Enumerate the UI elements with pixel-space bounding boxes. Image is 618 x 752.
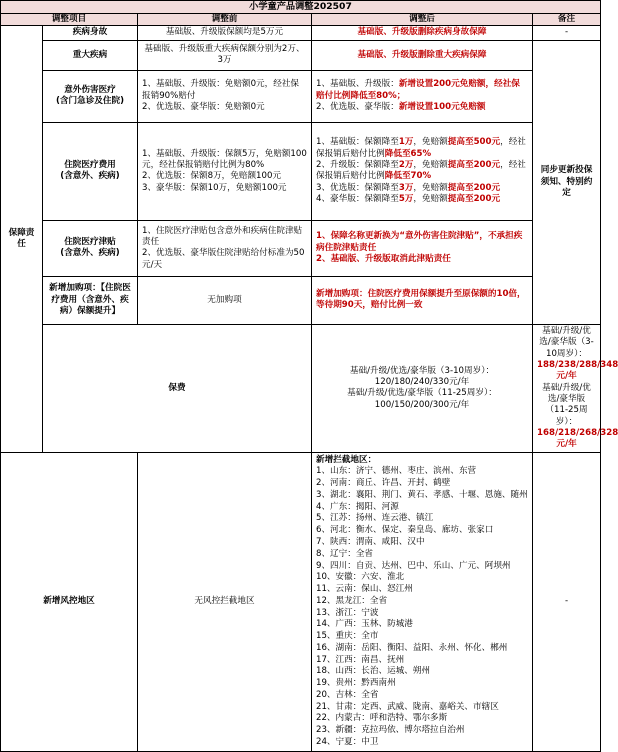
header-note: 备注: [533, 14, 601, 26]
region-item: 6、河北：衡水、保定、秦皇岛、廊坊、张家口: [316, 525, 494, 536]
region-item: 22、内蒙古：呼和浩特、鄂尔多斯: [316, 713, 448, 724]
after-hospital-medical: [312, 122, 533, 220]
risk-area-title: 新增拦截地区：: [316, 454, 377, 465]
after-hospital-medical-1: 1、基础版：保额降至1万，免赔额提高至500元，经社保报销后赔付比例降低至65%: [316, 137, 526, 159]
region-item: 4、广东：揭阳、河源: [316, 501, 399, 512]
after-premium-4: 168/218/268/328元/年: [537, 427, 618, 450]
item-new-addon: 新增加购项：【住院医疗费用（含意外、疾病）保额提升】: [43, 276, 138, 324]
before-hospital-medical-3: 3、豪华版：保额10万，免赔额100元: [142, 182, 287, 193]
region-item: 19、贵州：黔西南州: [316, 678, 396, 689]
before-premium-3: 基础/升级/优选/豪华版（11-25周岁）：: [347, 388, 497, 399]
region-item: 12、黑龙江：全省: [316, 595, 388, 606]
after-new-addon: 新增加购项：住院医疗费用保额提升至原保额的10倍，等待期90天，赔付比例一致: [312, 276, 533, 324]
region-item: 5、江苏：扬州、连云港、镇江: [316, 513, 434, 524]
after-premium-3: 基础/升级/优选/豪华版（11-25周岁）：: [542, 382, 591, 427]
item-hospital-allowance-line2: (含意外、疾病): [60, 248, 120, 259]
after-premium-2: 188/238/288/348元/年: [537, 359, 618, 382]
item-accident-medical-line1: 意外伤害医疗: [64, 84, 116, 95]
before-accident-medical-1: 1、基础版、升级版：免赔额0元，经社保报销90%赔付: [142, 79, 300, 101]
region-item: 1、山东：济宁、德州、枣庄、滨州、东营: [316, 466, 477, 477]
item-hospital-allowance: [43, 220, 138, 276]
item-hospital-medical: [43, 122, 138, 220]
item-accident-medical: [43, 70, 138, 122]
before-hospital-allowance-1: 1、住院医疗津贴包含意外和疾病住院津贴责任: [142, 225, 303, 247]
before-premium-4: 100/150/200/300元/年: [374, 399, 470, 410]
region-item: 14、广西：玉林、防城港: [316, 619, 413, 630]
before-hospital-allowance-2: 2、优选版、豪华版住院津贴给付标准为50元/天: [142, 248, 305, 270]
title-row: [1, 1, 601, 14]
after-premium-1: 基础/升级/优选/豪华版（3-10周岁）：: [539, 325, 594, 359]
before-premium-2: 120/180/240/330元/年: [374, 376, 470, 387]
before-hospital-medical-2: 2、优选版：保额8万，免赔额100元: [142, 171, 282, 182]
item-risk-area: 新增风控地区: [1, 452, 138, 751]
after-accident-medical: [312, 70, 533, 122]
before-premium-1: 基础/升级/优选/豪华版（3-10周岁）：: [349, 365, 495, 376]
after-hospital-medical-4: 4、豪华版：保额降至5万，免赔额提高至200元: [316, 194, 501, 205]
region-item: 10、安徽：六安、淮北: [316, 572, 405, 583]
before-premium: [312, 324, 533, 452]
before-hospital-medical-1: 1、基础版、升级版：保额5万，免赔额100元，经社保报销赔付比例为80%: [142, 148, 307, 170]
item-disease-death: 疾病身故: [43, 26, 138, 40]
after-accident-medical-1: 1、基础版、升级版：新增设置200元免赔额，经社保赔付比例降低至80%；: [316, 79, 520, 101]
category-guarantee: 保障责任: [1, 26, 43, 452]
after-hospital-allowance-2: 2、基础版、升级版取消此津贴责任: [316, 254, 451, 264]
item-hospital-allowance-line1: 住院医疗津贴: [64, 236, 116, 247]
item-accident-medical-line2: (含门急诊及住院): [55, 96, 124, 107]
header-after: 调整后: [312, 14, 533, 26]
table-title: 小学童产品调整202507: [1, 1, 601, 14]
before-hospital-medical: [138, 122, 312, 220]
row-risk-area: [1, 452, 601, 751]
header-before: 调整前: [138, 14, 312, 26]
note-disease-death: -: [533, 26, 601, 40]
after-premium: [533, 324, 618, 452]
note-guarantee: 同步更新投保须知、特别约定: [533, 40, 601, 324]
header-row: [1, 14, 601, 26]
region-item: 3、湖北：襄阳、荆门、黄石、孝感、十堰、恩施、随州: [316, 489, 528, 500]
before-new-addon: 无加购项: [138, 276, 312, 324]
region-item: 17、江西：南昌、抚州: [316, 654, 405, 665]
region-item: 9、四川：自贡、达州、巴中、乐山、广元、阿坝州: [316, 560, 511, 571]
item-premium: 保费: [43, 324, 312, 452]
item-hospital-medical-line2: (含意外、疾病): [60, 171, 120, 182]
region-item: 23、新疆：克拉玛依、博尔塔拉自治州: [316, 725, 465, 736]
before-risk-area: 无风控拦截地区: [138, 452, 312, 751]
before-accident-medical-2: 2、优选版、豪华版：免赔额0元: [142, 102, 265, 112]
after-critical-illness: 基础版、升级版删除重大疾病保障: [312, 40, 533, 70]
after-hospital-medical-3: 3、优选版：保额降至3万，免赔额提高至200元: [316, 182, 501, 193]
region-item: 16、湖南：岳阳、衡阳、益阳、永州、怀化、郴州: [316, 642, 508, 653]
row-disease-death: [1, 26, 601, 40]
after-hospital-allowance-1: 1、保障名称更新换为“意外伤害住院津贴”，不承担疾病住院津贴责任: [316, 231, 523, 253]
region-item: 24、宁夏：中卫: [316, 736, 379, 747]
after-hospital-medical-2: 2、升级版：保额降至2万，免赔额提高至200元，经社保报销后赔付比例降低至70%: [316, 159, 526, 182]
region-item: 13、浙江：宁波: [316, 607, 379, 618]
region-item: 11、云南：保山、怒江州: [316, 584, 413, 595]
region-item: 15、重庆：全市: [316, 631, 379, 642]
note-risk-area: -: [533, 452, 601, 751]
region-item: 18、山西：长治、运城、朔州: [316, 666, 431, 677]
after-risk-area: [312, 452, 533, 751]
before-hospital-allowance: [138, 220, 312, 276]
item-critical-illness: 重大疾病: [43, 40, 138, 70]
row-critical-illness: [1, 40, 601, 70]
row-new-addon: [1, 276, 601, 324]
region-item: 20、吉林：全省: [316, 689, 379, 700]
before-accident-medical: [138, 70, 312, 122]
row-premium: [1, 324, 601, 452]
before-disease-death: 基础版、升级版保额均是5万元: [138, 26, 312, 40]
row-accident-medical: [1, 70, 601, 122]
after-hospital-allowance: [312, 220, 533, 276]
after-accident-medical-2: 2、优选版、豪华版：新增设置100元免赔额: [316, 102, 486, 112]
row-hospital-allowance: [1, 220, 601, 276]
region-item: 8、辽宁：全省: [316, 548, 374, 559]
item-hospital-medical-line1: 住院医疗费用: [64, 159, 116, 170]
region-item: 2、河南：商丘、许昌、开封、鹤壁: [316, 478, 451, 489]
region-item: 21、甘肃：定西、武威、陇南、嘉峪关、市辖区: [316, 701, 499, 712]
row-hospital-medical: [1, 122, 601, 220]
before-critical-illness: 基础版、升级版重大疾病保额分别为2万、3万: [138, 40, 312, 70]
after-disease-death: 基础版、升级版删除疾病身故保障: [312, 26, 533, 40]
header-item: 调整项目: [1, 14, 138, 26]
region-item: 7、陕西：渭南、咸阳、汉中: [316, 536, 425, 547]
